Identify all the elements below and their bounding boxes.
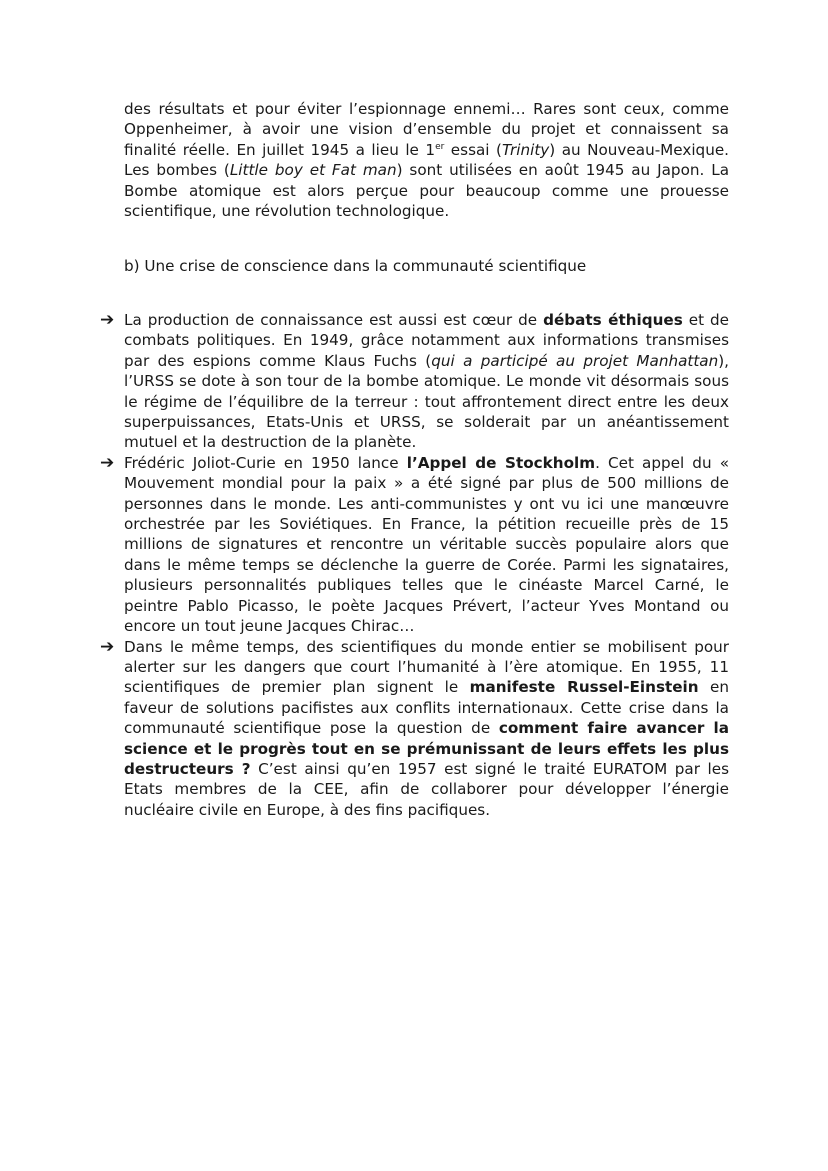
bold-question: comment faire avancer la science et le progrès tout en se prémunissant de leurs effets les plus destructeurs ? — [124, 719, 729, 778]
bold-term: manifeste Russel-Einstein — [469, 678, 699, 697]
bombs-italic: Little boy et Fat man — [229, 161, 397, 180]
bullet-item — [0, 453, 828, 637]
intro-text: des résultats et pour éviter l’espionnage ennemi… Rares sont ceux, comme Oppenheimer, à avoir une vision d’ensemble du projet et connaissent sa finalité réelle. En juillet 1945 a lieu le 1 — [124, 100, 729, 159]
intro-text: ) sont utilisées en août 1945 au Japon. La Bombe atomique est alors perçue pour beaucoup comme une prouesse scientifique, une révolution technologique. — [124, 161, 729, 221]
bullet-text: Dans le même temps, des scientifiques du monde entier se mobilisent pour alerter sur les dangers que court l’humanité à l’ère atomique. En 1955, 11 scientifiques de premier plan signent le manifeste Russel-Einstein en faveur de solutions pacifistes aux conflits internationaux. Cette crise dans la communauté scientifique pose la question de comment faire avancer la science et le progrès tout en se prémunissant de leurs effets les plus destructeurs ? C’est ainsi qu’en 1957 est signé le traité EURATOM par les Etats membres de la CEE, afin de collaborer pour développer l’énergie nucléaire civile en Europe, à des fins pacifiques. — [124, 637, 730, 819]
arrow-right-icon: ➔ — [100, 636, 115, 657]
bullet-text: La production de connaissance est aussi est cœur de débats éthiques et de combats politiques. En 1949, grâce notamment aux informations transmises par des espions comme Klaus Fuchs (qui a participé au projet Manhattan), l’URSS se dote à son tour de la bombe atomique. Le monde vit désormais sous le régime de l’équilibre de la terreur : tout affrontement direct entre les deux superpuissances, Etats-Unis et URSS, se solderait par un anéantissement mutuel et la destruction de la planète. — [124, 311, 730, 452]
bullet-list — [0, 310, 828, 820]
bullet-item — [0, 637, 828, 821]
bullet-item — [0, 310, 828, 453]
trinity-italic: Trinity — [501, 140, 550, 159]
arrow-right-icon: ➔ — [100, 310, 115, 330]
bullet-text: Frédéric Joliot-Curie en 1950 lance l’Appel de Stockholm. Cet appel du « Mouvement mondial pour la paix » a été signé par plus de 500 millions de personnes dans le monde. Les anti-communistes y ont vu ici une manœuvre orchestrée par les Soviétiques. En France, la pétition recueille près de 15 millions de signatures et rencontre un véritable succès populaire alors que dans le même temps se déclenche la guerre de Corée. Parmi les signataires, plusieurs personnalités publiques telles que le cinéaste Marcel Carné, le peintre Pablo Picasso, le poète Jacques Prévert, l’acteur Yves Montand ou encore un tout jeune Jacques Chirac… — [124, 453, 729, 636]
ordinal-superscript: er — [435, 141, 445, 152]
section-heading: b) Une crise de conscience dans la communauté scientifique — [124, 257, 587, 275]
bold-term: débats éthiques — [543, 311, 683, 329]
intro-text: essai ( — [444, 140, 502, 159]
intro-text: ) au Nouveau-Mexique. Les bombes ( — [124, 140, 729, 180]
bold-term: l’Appel de Stockholm — [406, 453, 596, 472]
arrow-right-icon: ➔ — [100, 452, 115, 473]
italic-aside: qui a participé au projet Manhattan — [431, 351, 719, 370]
intro-paragraph — [124, 99, 729, 221]
